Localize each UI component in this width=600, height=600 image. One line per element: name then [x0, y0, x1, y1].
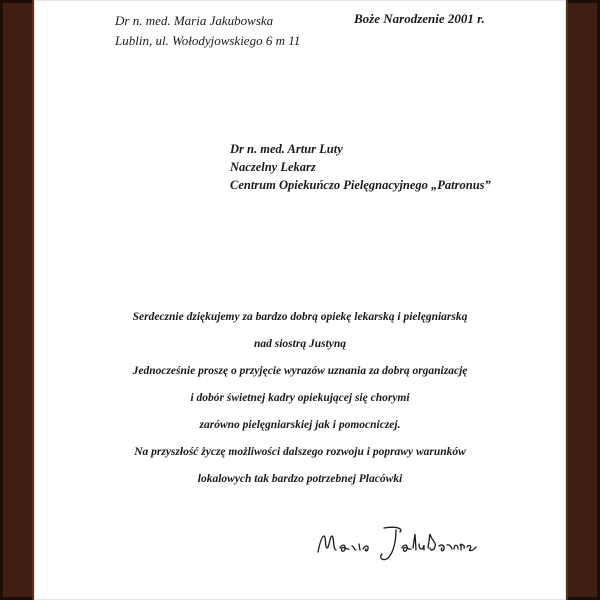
body-line: lokalowych tak bardzo potrzebnej Placówki [197, 473, 403, 485]
sender-address: Lublin, ul. Wołodyjowskiego 6 m 11 [115, 33, 301, 48]
recipient-name: Dr n. med. Artur Luty [230, 142, 343, 156]
handwritten-signature [312, 522, 482, 562]
recipient-organization: Centrum Opiekuńczo Pielęgnacyjnego „Patronus” [230, 178, 491, 192]
sender-block [115, 11, 300, 51]
recipient-block [230, 140, 491, 194]
recipient-title: Naczelny Lekarz [230, 160, 316, 174]
letter-document [34, 0, 566, 600]
sender-name: Dr n. med. Maria Jakubowska [115, 13, 274, 28]
body-line: nad siostrą Justyną [253, 338, 347, 350]
body-line: zarówno pielęgniarskiej jak i pomocniczej. [199, 419, 401, 431]
body-line: i dobór świetnej kadry opiekującej się chorymi [190, 392, 410, 404]
letter-body [64, 310, 536, 499]
letter-date: Boże Narodzenie 2001 r. [354, 11, 485, 26]
letter-page [34, 0, 566, 600]
body-line: Jednocześnie proszę o przyjęcie wyrazów uznania za dobrą organizację [132, 365, 468, 377]
body-line: Na przyszłość życzę możliwości dalszego rozwoju i poprawy warunków [134, 446, 466, 458]
body-line: Serdecznie dziękujemy za bardzo dobrą opiekę lekarską i pielęgniarską [132, 311, 468, 323]
